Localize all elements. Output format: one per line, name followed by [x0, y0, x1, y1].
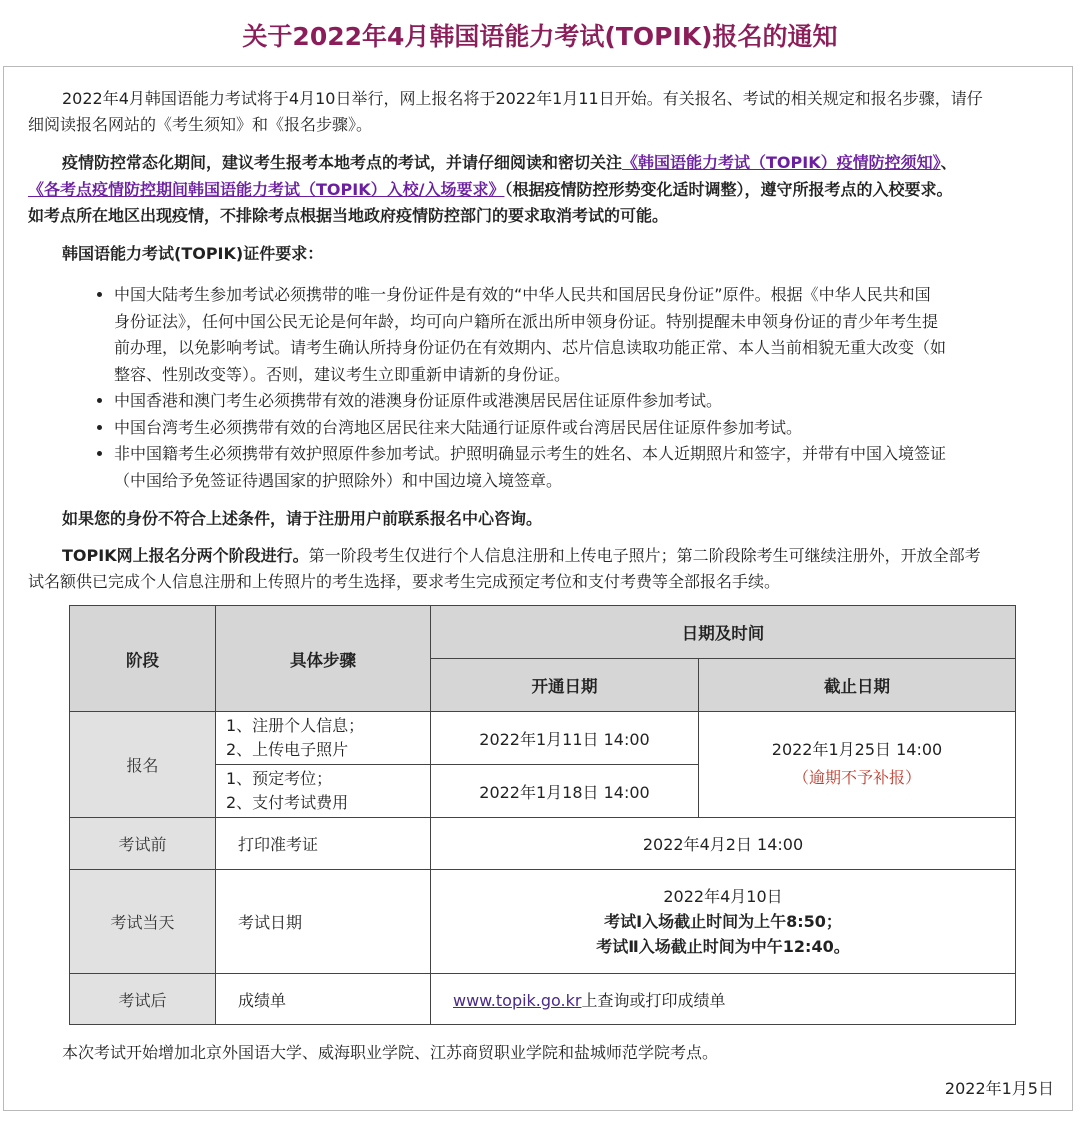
requirement-line: • 中国香港和澳门考生必须携带有效的港澳身份证原件或港澳居民居住证原件参加考试。 — [114, 391, 723, 410]
step-line: 2、支付考试费用 — [226, 793, 349, 812]
id-requirement-item — [114, 388, 1054, 415]
epidemic-line-3: 如考点所在地区出现疫情，不排除考点根据当地政府疫情防控部门的要求取消考试的可能。 — [28, 206, 669, 225]
header-open-date: 开通日期 — [431, 659, 699, 712]
stages-paragraph — [62, 543, 1052, 569]
requirement-line: • 非中国籍考生必须携带有效护照原件参加考试。护照明确显示考生的姓名、本人近期照片和签字，并带有中国入境签证 — [114, 444, 947, 463]
id-requirements-heading: 韩国语能力考试(TOPIK)证件要求： — [62, 244, 324, 263]
intro-line-2: 细阅读报名网站的《考生须知》和《报名步骤》。 — [28, 115, 373, 134]
requirement-line: （中国给予免签证待遇国家的护照除外）和中国边境入境签章。 — [114, 470, 563, 490]
requirement-line: 整容、性别改变等）。否则，建议考生立即重新申请新的身份证。 — [114, 364, 571, 384]
registration-step-1 — [216, 712, 431, 765]
intro-line-2-wrap — [28, 112, 1048, 138]
requirement-line: • 中国大陆考生参加考试必须携带的唯一身份证件是有效的“中华人民共和国居民身份证”原件。根据《中华人民共和国 — [114, 285, 931, 304]
after-exam-info — [431, 974, 1016, 1025]
stages-line-2: 试名额供已完成个人信息注册和上传照片的考生选择，要求考生完成预定考位和支付考费等全部报名手续。 — [28, 572, 781, 591]
epidemic-text-3: （根据疫情防控形势变化适时调整），遵守所报考点的入校要求。 — [504, 180, 953, 199]
stage-exam-day: 考试当天 — [70, 870, 216, 974]
requirement-line: 前办理，以免影响考试。请考生确认所持身份证仍在有效期内、芯片信息读取功能正常、本人当前相貌无重大改变（如 — [114, 338, 947, 357]
registration-close — [699, 712, 1016, 818]
exam-day-step: 考试日期 — [216, 870, 431, 974]
after-exam-step: 成绩单 — [216, 974, 431, 1025]
step-line: 1、注册个人信息； — [226, 716, 365, 735]
notice-date: 2022年1月5日 — [944, 1079, 1054, 1098]
registration-open-1: 2022年1月11日 14:00 — [431, 712, 699, 765]
entry-requirements-link[interactable]: 《各考点疫情防控期间韩国语能力考试（TOPIK）入校/入场要求》 — [28, 180, 505, 199]
epidemic-text-1: 疫情防控常态化期间，建议考生报考本地考点的考试，并请仔细阅读和密切关注 — [62, 153, 623, 172]
id-requirement-item — [114, 282, 1054, 388]
stages-text: 第一阶段考生仅进行个人信息注册和上传电子照片；第二阶段除考生可继续注册外，开放全部考 — [308, 546, 981, 565]
close-note: （逾期不予补报） — [792, 767, 921, 787]
id-requirement-item — [114, 415, 1054, 442]
header-close-date: 截止日期 — [699, 659, 1016, 712]
epidemic-paragraph — [62, 150, 1052, 176]
schedule-table — [69, 605, 1016, 1025]
registration-step-2 — [216, 765, 431, 818]
id-requirement-item — [114, 441, 1054, 494]
close-date: 2022年1月25日 14:00 — [771, 739, 943, 759]
exam-2-cutoff: 考试Ⅱ入场截止时间为中午12:40。 — [596, 937, 850, 956]
requirement-line: 身份证法》，任何中国公民无论是何年龄，均可向户籍所在派出所申领身份证。特别提醒未申领身份证的青少年考生提 — [114, 311, 939, 331]
exam-day-info — [431, 870, 1016, 974]
topik-website-link[interactable]: www.topik.go.kr — [453, 990, 582, 1010]
step-line: 1、预定考位； — [226, 769, 333, 788]
epidemic-notice-link[interactable]: 《韩国语能力考试（TOPIK）疫情防控须知》 — [622, 153, 941, 172]
epidemic-line-2 — [28, 177, 1068, 203]
intro-paragraph — [62, 86, 1052, 112]
header-datetime: 日期及时间 — [431, 606, 1016, 659]
exam-day-date: 2022年4月10日 — [663, 887, 783, 906]
new-centers-note: 本次考试开始增加北京外国语大学、威海职业学院、江苏商贸职业学院和盐城师范学院考点。 — [62, 1043, 719, 1062]
exam-1-cutoff: 考试Ⅰ入场截止时间为上午8:50； — [604, 912, 842, 931]
stage-before-exam: 考试前 — [70, 818, 216, 870]
header-steps: 具体步骤 — [216, 606, 431, 712]
stage-after-exam: 考试后 — [70, 974, 216, 1025]
stage-registration: 报名 — [70, 712, 216, 818]
before-exam-step: 打印准考证 — [216, 818, 431, 870]
intro-line-1: 2022年4月韩国语能力考试将于4月10日举行，网上报名将于2022年1月11日开始。有关报名、考试的相关规定和报名步骤，请仔 — [62, 89, 983, 108]
stages-bold: TOPIK网上报名分两个阶段进行。 — [62, 546, 309, 565]
registration-open-2: 2022年1月18日 14:00 — [431, 765, 699, 818]
id-requirements-list — [94, 282, 1054, 494]
requirement-line: • 中国台湾考生必须携带有效的台湾地区居民往来大陆通行证原件或台湾居民居住证原件参加考试。 — [114, 417, 803, 437]
after-exam-text: 上查询或打印成绩单 — [581, 990, 726, 1010]
epidemic-text-2: 、 — [940, 153, 957, 172]
before-exam-date: 2022年4月2日 14:00 — [431, 818, 1016, 870]
contact-note: 如果您的身份不符合上述条件，请于注册用户前联系报名中心咨询。 — [62, 509, 543, 528]
step-line: 2、上传电子照片 — [226, 740, 349, 759]
page-title: 关于2022年4月韩国语能力考试(TOPIK)报名的通知 — [242, 22, 838, 51]
header-stage: 阶段 — [70, 606, 216, 712]
